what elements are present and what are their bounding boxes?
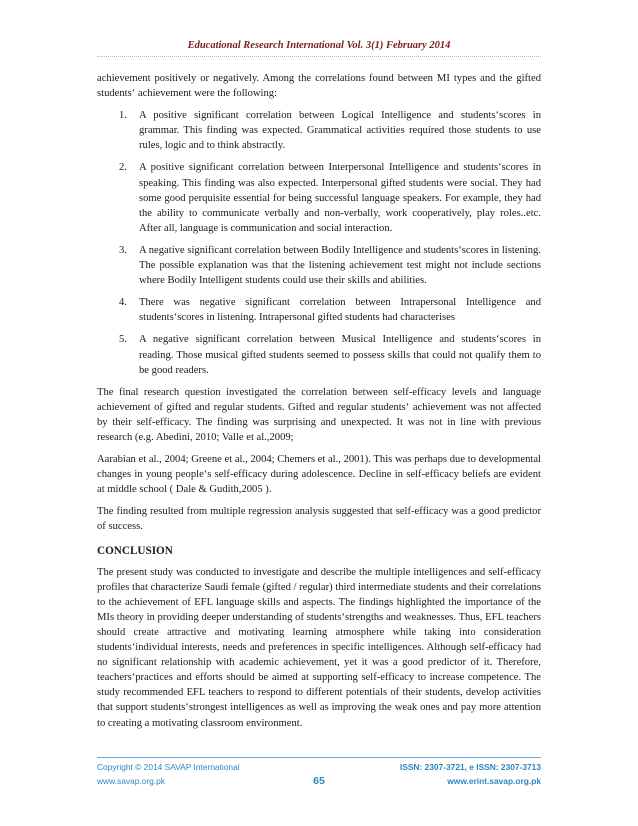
footer-divider	[97, 757, 541, 758]
list-number: 5.	[119, 334, 127, 346]
paragraph: The finding resulted from multiple regression analysis suggested that self-efficacy was a good predictor of success.	[97, 506, 541, 533]
list-text: A negative significant correlation between Bodily Intelligence and students‘scores in listening. The possible explanation was that the listening achievement test might not include sections where Bodily Intelligent students could use their skills and abilities.	[139, 244, 541, 287]
conclusion-paragraph: The present study was conducted to investigate and describe the multiple intelligences and self-efficacy profiles that characterize Saudi female (gifted / regular) third intermediate students and their correlations to the achievement of EFL language skills and aspects. The findings highlighted the importance of the MIs theory in providing deeper understanding of students‘strengths and weaknesses. Thus, EFL teachers should create attractive and motivating learning atmosphere while taking into consideration students‘individual interests, needs and preferences in specific intelligences. Although self-efficacy had no significant relationship with academic achievement, yet it was a good predictor of it. Therefore, teachers‘practices and efforts should be aimed at supporting self-efficacy to increase competence. The study recommended EFL teachers to respond to different potentials of their students, develop activities that support students‘strongest intelligences as well as improving the weak ones and pay more attention to creating a motivating classroom environment.	[97, 566, 541, 729]
list-item	[97, 160, 541, 235]
copyright-text: Copyright © 2014 SAVAP International	[97, 762, 240, 772]
section-heading: CONCLUSION	[97, 544, 173, 557]
list-number: 1.	[119, 110, 127, 122]
list-text: A positive significant correlation between Interpersonal Intelligence and students‘scores in speaking. This finding was also expected. Interpersonal gifted students were social. They had some good perquisite essential for being successful language speakers. For example, they had the ability to communicate verbally and non-verbally, work cooperatively, play roles..etc. After all, language is communication and social interaction.	[139, 162, 541, 234]
publisher-link[interactable]: www.savap.org.pk	[97, 776, 165, 786]
list-number: 2.	[119, 162, 127, 174]
findings-list	[97, 108, 541, 378]
list-item	[97, 108, 541, 153]
intro-paragraph: achievement positively or negatively. Among the correlations found between MI types and the gifted students‘ achievement were the following:	[97, 73, 541, 100]
body-text	[97, 71, 541, 738]
list-item	[97, 332, 541, 377]
journal-link[interactable]: www.erint.savap.org.pk	[447, 776, 541, 786]
list-number: 3.	[119, 244, 127, 256]
paragraph: The final research question investigated the correlation between self-efficacy levels and language achievement of gifted and regular students. Gifted and regular students‘ achievement was not affected by their self-efficacy. The finding was surprising and unexpected. It was not in line with previous research (e.g. Abedini, 2010; Valle et al.,2009;	[97, 386, 541, 443]
list-text: A positive significant correlation between Logical Intelligence and students‘scores in grammar. This finding was expected. Grammatical activities required those students to use rules, logic and to think abstractly.	[139, 110, 541, 152]
paragraph: Aarabian et al., 2004; Greene et al., 2004; Chemers et al., 2001). This was perhaps due to developmental changes in young people‘s self-efficacy during adolescence. Decline in self-efficacy beliefs are evident at middle school ( Dale & Gudith,2005 ).	[97, 454, 541, 496]
list-item	[97, 295, 541, 325]
list-text: There was negative significant correlation between Intrapersonal Intelligence and students‘scores in listening. Intrapersonal gifted students had characterises	[139, 297, 541, 324]
header-divider	[97, 56, 541, 57]
list-item	[97, 243, 541, 288]
list-text: A negative significant correlation between Musical Intelligence and students‘scores in reading. Those musical gifted students seemed to possess skills that could not qualify them to be good readers.	[139, 334, 541, 376]
page-number: 65	[313, 775, 325, 787]
journal-header: Educational Research International Vol. 3(1) February 2014	[187, 40, 451, 51]
list-number: 4.	[119, 297, 127, 309]
issn-text: ISSN: 2307-3721, e ISSN: 2307-3713	[399, 762, 541, 772]
